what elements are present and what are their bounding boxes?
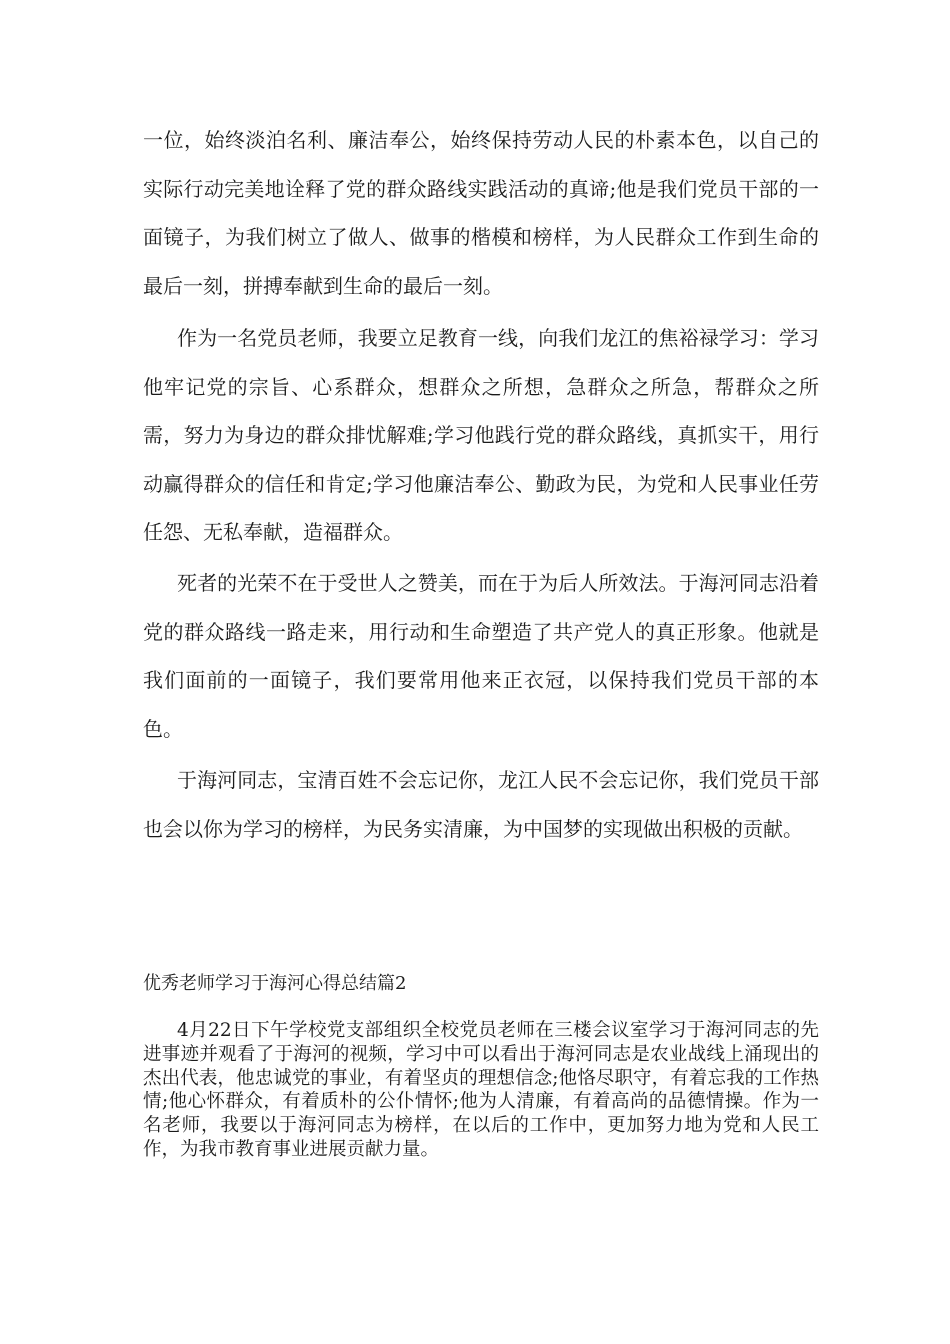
section-paragraph: 4月22日下午学校党支部组织全校党员老师在三楼会议室学习于海河同志的先进事迹并观看了于海河的视频，学习中可以看出于海河同志是农业战线上涌现出的杰出代表，他忠诚党的事业，有着坚贞的理想信念;他恪尽职守，有着忘我的工作热情;他心怀群众，有着质朴的公仆情怀;他为人清廉，有着高尚的品德情操。作为一名老师，我要以于海河同志为榜样，在以后的工作中，更加努力地为党和人民工作，为我市教育事业进展贡献力量。 — [143, 1020, 819, 1160]
body-paragraph: 作为一名党员老师，我要立足教育一线，向我们龙江的焦裕禄学习：学习他牢记党的宗旨、心系群众，想群众之所想，急群众之所急，帮群众之所需，努力为身边的群众排忧解难;学习他践行党的群众路线，真抓实干，用行动赢得群众的信任和肯定;学习他廉洁奉公、勤政为民，为党和人民事业任劳任怨、无私奉献，造福群众。 — [143, 326, 819, 544]
body-paragraph: 于海河同志，宝清百姓不会忘记你，龙江人民不会忘记你，我们党员干部也会以你为学习的榜样，为民务实清廉，为中国梦的实现做出积极的贡献。 — [143, 768, 819, 841]
body-paragraph: 死者的光荣不在于受世人之赞美，而在于为后人所效法。于海河同志沿着党的群众路线一路走来，用行动和生命塑造了共产党人的真正形象。他就是我们面前的一面镜子，我们要常用他来正衣冠，以保持我们党员干部的本色。 — [143, 571, 819, 741]
body-paragraph: 一位，始终淡泊名利、廉洁奉公，始终保持劳动人民的朴素本色，以自己的实际行动完美地诠释了党的群众路线实践活动的真谛;他是我们党员干部的一面镜子，为我们树立了做人、做事的楷模和榜样，为人民群众工作到生命的最后一刻，拼搏奉献到生命的最后一刻。 — [143, 128, 819, 298]
section-heading: 优秀老师学习于海河心得总结篇2 — [143, 973, 407, 994]
